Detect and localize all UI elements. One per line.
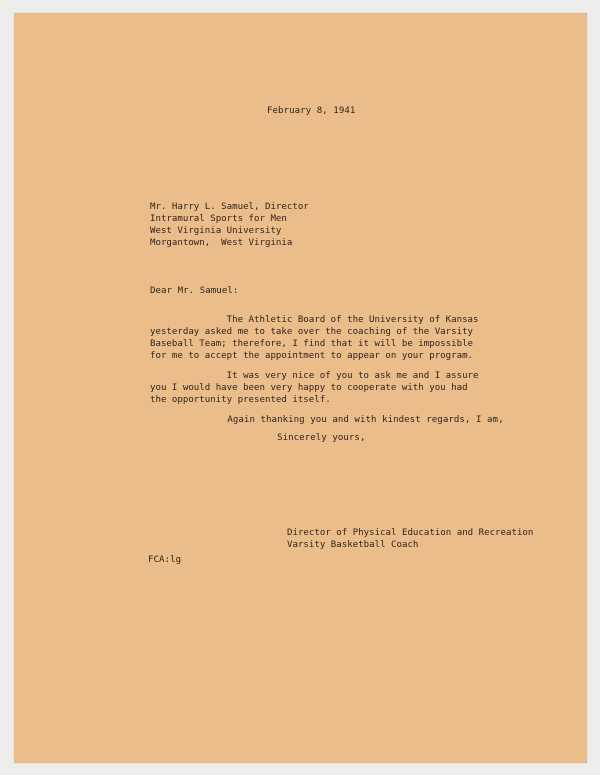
recipient-address bbox=[150, 201, 309, 249]
address-line-3: West Virginia University bbox=[150, 226, 282, 236]
signature-title-line-1: Director of Physical Education and Recreation bbox=[287, 528, 534, 538]
reference-initials: FCA:lg bbox=[148, 555, 182, 565]
signature-title-line-2: Varsity Basketball Coach bbox=[287, 540, 419, 550]
paragraph-1-line-2: yesterday asked me to take over the coaching of the Varsity bbox=[150, 327, 474, 337]
paragraph-1-line-1: The Athletic Board of the University of Kansas bbox=[150, 315, 479, 325]
body-paragraph-2 bbox=[150, 370, 479, 406]
letter-date: February 8, 1941 bbox=[267, 106, 356, 116]
address-line-2: Intramural Sports for Men bbox=[150, 214, 287, 224]
address-line-4: Morgantown, West Virginia bbox=[150, 238, 293, 248]
body-paragraph-1 bbox=[150, 314, 479, 362]
body-paragraph-3: Again thanking you and with kindest regards, I am, bbox=[150, 415, 504, 425]
paragraph-1-line-3: Baseball Team; therefore, I find that it will be impossible bbox=[150, 339, 474, 349]
salutation: Dear Mr. Samuel: bbox=[150, 286, 239, 296]
complimentary-close: Sincerely yours, bbox=[150, 433, 366, 443]
letter-page bbox=[14, 13, 587, 763]
paragraph-2-line-2: you I would have been very happy to cooperate with you had bbox=[150, 383, 468, 393]
paragraph-1-line-4: for me to accept the appointment to appear on your program. bbox=[150, 351, 474, 361]
paragraph-2-line-3: the opportunity presented itself. bbox=[150, 395, 331, 405]
paragraph-2-line-1: It was very nice of you to ask me and I assure bbox=[150, 371, 479, 381]
signature-block bbox=[287, 527, 533, 551]
address-line-1: Mr. Harry L. Samuel, Director bbox=[150, 202, 309, 212]
